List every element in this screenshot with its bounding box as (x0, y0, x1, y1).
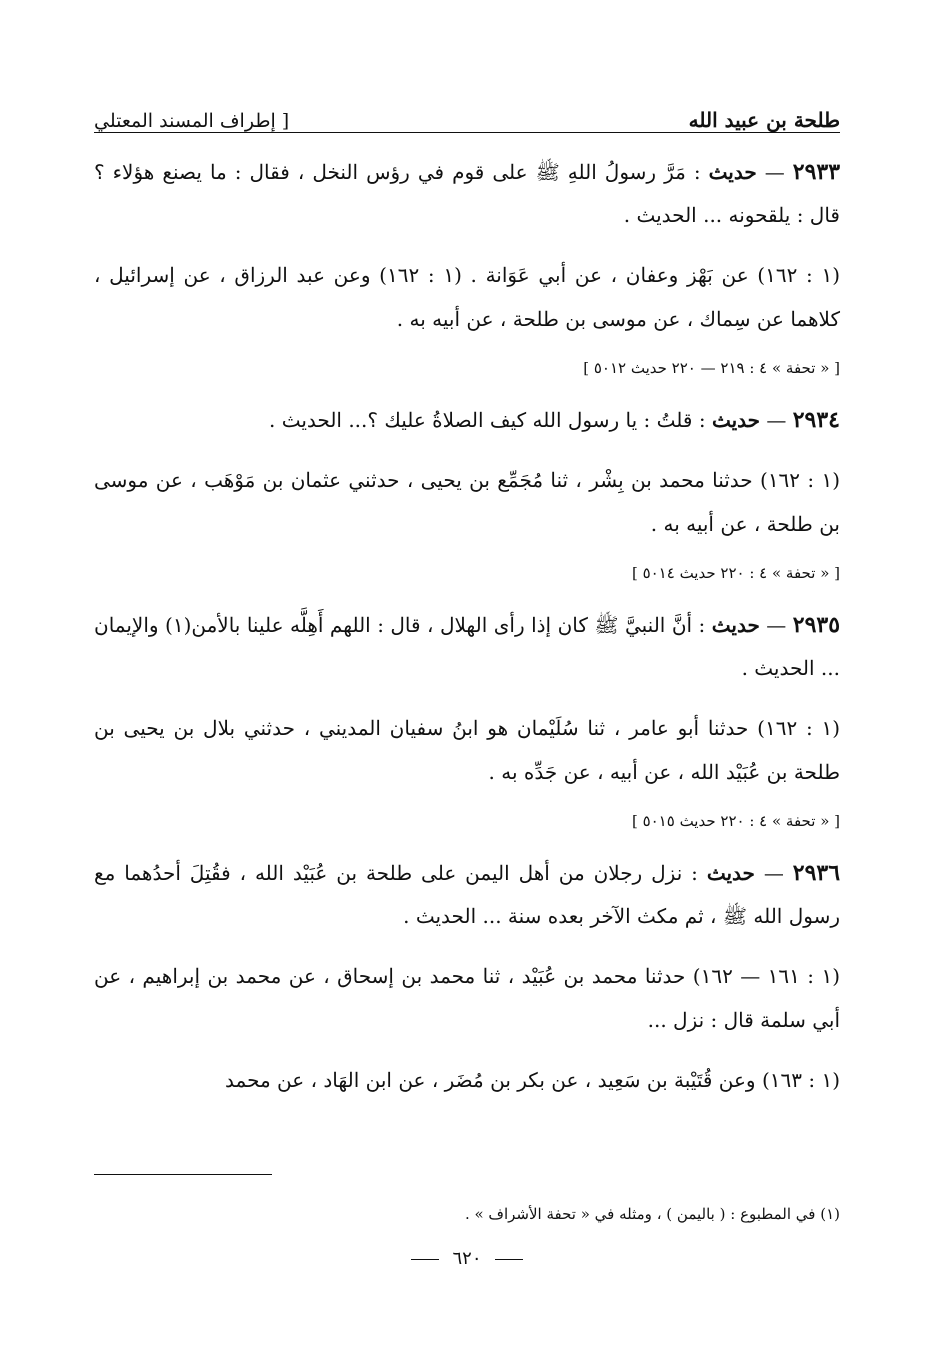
hadith-number: ٢٩٣٣ (792, 159, 841, 185)
isnad-chain-continued: (١ : ١٦٣) وعن قُتَيْبة بن سَعِيد ، عن بكر بن مُضَر ، عن ابن الهَاد ، عن محمد (225, 1068, 840, 1092)
isnad-chain: (١ : ١٦٢) حدثنا محمد بن بِشْر ، ثنا مُجَمِّع بن يحيى ، حدثني عثمان بن مَوْهَب ، عن موسى بن طلحة ، عن أبيه به . (94, 468, 841, 536)
hadith-keyword: حديث (706, 861, 755, 885)
hadith-number: ٢٩٣٥ (792, 612, 841, 638)
hadith-entry: ٢٩٣٣ — حديث : مَرَّ رسولُ اللهِ ﷺ على قوم في رؤس النخل ، فقال : ما يصنع هؤلاء ؟ قال : يلقحونه ... الحديث . (94, 159, 841, 227)
hadith-text: : نزل رجلان من أهل اليمن على طلحة بن عُبَيْد الله ، فقُتِلَ أحدُهما مع رسول الله ﷺ ، ثم مكث الآخر بعده سنة ... الحديث . (94, 861, 840, 928)
page (94, 96, 840, 1296)
hadith-keyword: حديث (711, 408, 761, 432)
isnad-chain: (١ : ١٦٢) حدثنا أبو عامر ، ثنا سُلَيْمان هو ابنُ سفيان المديني ، حدثني بلال بن يحيى بن طلحة بن عُبَيْد الله ، عن أبيه ، عن جَدِّه به . (94, 716, 841, 784)
hadith-keyword: حديث (708, 160, 757, 184)
tuhfa-reference: [ « تحفة » ٤ : ٢٢٠ حديث ٥٠١٥ ] (631, 812, 840, 830)
hadith-keyword: حديث (711, 613, 760, 637)
page-number-dash-right (495, 1259, 523, 1260)
footnote: (١) في المطبوع : ( باليمن ) ، ومثله في « تحفة الأشراف » . (464, 1205, 840, 1223)
hadith-text: : أنَّ النبيَّ ﷺ كان إذا رأى الهلال ، قال : اللهم أَهِلَّه علينا بالأمن(١) والإيمان ... الحديث . (94, 613, 840, 680)
page-number-dash-left (411, 1259, 439, 1260)
header-book-title: [ إطراف المسند المعتلي (94, 110, 290, 132)
footnote-divider (94, 1174, 272, 1175)
isnad-chain: (١ : ١٦١ — ١٦٢) حدثنا محمد بن عُبَيْد ، ثنا محمد بن إسحاق ، عن محمد بن إبراهيم ، عن أبي سلمة قال : نزل ... (94, 964, 841, 1032)
hadith-entry: ٢٩٣٦ — حديث : نزل رجلان من أهل اليمن على طلحة بن عُبَيْد الله ، فقُتِلَ أحدُهما مع رسول الله ﷺ ، ثم مكث الآخر بعده سنة ... الحديث . (94, 860, 841, 928)
page-number-value: ٦٢٠ (452, 1248, 482, 1269)
tuhfa-reference: [ « تحفة » ٤ : ٢١٩ — ٢٢٠ حديث ٥٠١٢ ] (583, 359, 840, 377)
hadith-text: : مَرَّ رسولُ اللهِ ﷺ على قوم في رؤس النخل ، فقال : ما يصنع هؤلاء ؟ قال : يلقحونه ... الحديث . (94, 160, 840, 227)
hadith-number: ٢٩٣٦ (792, 860, 841, 886)
hadith-number: ٢٩٣٤ (792, 407, 840, 433)
isnad-chain: (١ : ١٦٢) عن بَهْز وعفان ، عن أبي عَوَانة . (١ : ١٦٢) وعن عبد الرزاق ، عن إسرائيل ، كلاهما عن سِماك ، عن موسى بن طلحة ، عن أبيه به . (94, 263, 841, 331)
page-number (94, 1248, 840, 1269)
hadith-entry: ٢٩٣٥ — حديث : أنَّ النبيَّ ﷺ كان إذا رأى الهلال ، قال : اللهم أَهِلَّه علينا بالأمن(١) والإيمان ... الحديث . (94, 612, 841, 680)
hadith-entry: ٢٩٣٤ — حديث : قلتُ : يا رسول الله كيف الصلاةُ عليك ؟... الحديث . (268, 407, 840, 433)
header-chapter-title: طلحة بن عبيد الله (688, 108, 840, 132)
running-header (94, 96, 840, 133)
hadith-text: : قلتُ : يا رسول الله كيف الصلاةُ عليك ؟... الحديث . (268, 408, 706, 432)
tuhfa-reference: [ « تحفة » ٤ : ٢٢٠ حديث ٥٠١٤ ] (631, 564, 840, 582)
